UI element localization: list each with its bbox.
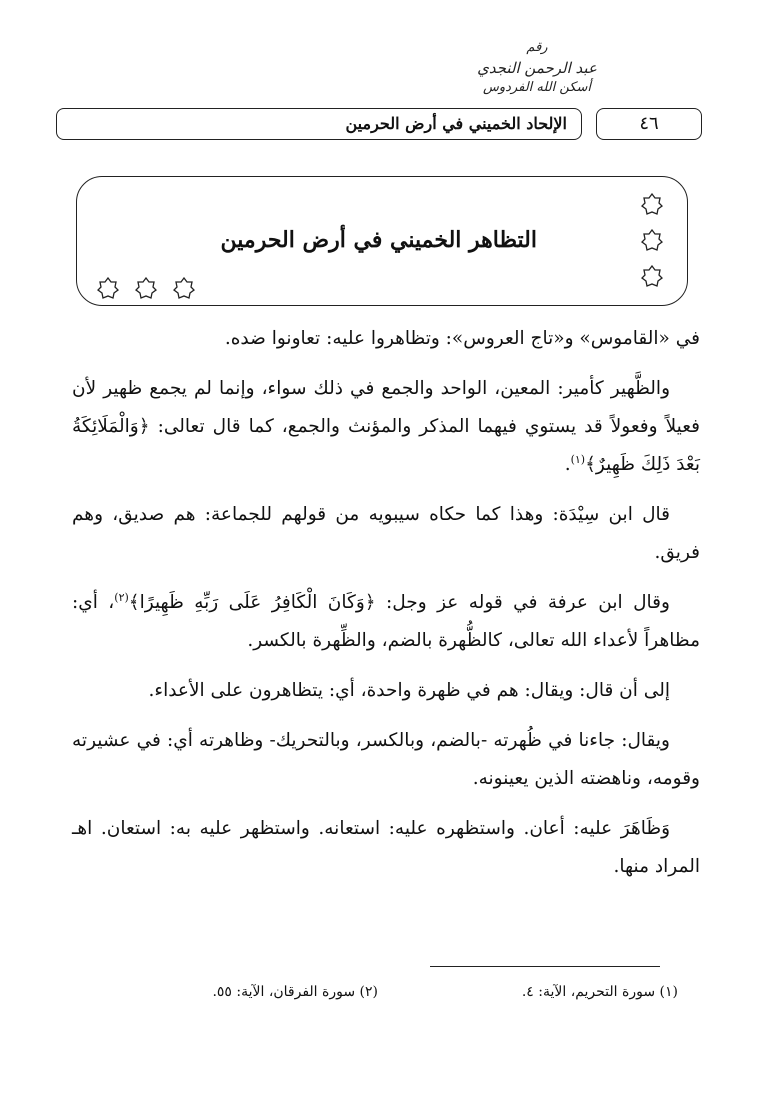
paragraph xyxy=(72,722,700,798)
page-header xyxy=(56,108,704,142)
paragraph xyxy=(72,496,700,572)
running-title: الإلحاد الخميني في أرض الحرمين xyxy=(345,114,567,133)
quran-verse: ﴿وَالْمَلَائِكَةُ بَعْدَ ذَلِكَ ظَهِيرٌ﴾ xyxy=(72,416,700,475)
footnote-2: (٢) سورة الفرقان، الآية: ٥٥. xyxy=(212,984,378,1000)
paragraph-text: إلى أن قال: ويقال: هم في ظهرة واحدة، أي: يتظاهرون على الأعداء. xyxy=(148,680,670,701)
paragraph-text: والظَّهير كأمير: المعين، الواحد والجمع في ذلك سواء، وإنما لم يجمع ظهير لأن فعيلاً وفعولاً قد يستوي فيهما المذكر والمؤنث والجمع، كما قال تعالى: xyxy=(72,378,700,437)
paragraph xyxy=(72,672,700,710)
quran-verse: ﴿وَكَانَ الْكَافِرُ عَلَى رَبِّهِ ظَهِيرًا﴾ xyxy=(128,592,376,613)
page-number-box xyxy=(596,108,702,140)
paragraph: والظَّهير كأمير: المعين، الواحد والجمع في ذلك سواء، وإنما لم يجمع ظهير لأن فعيلاً وفعولاً قد يستوي فيهما المذكر والمؤنث والجمع، كما قال تعالى: ﴿وَالْمَلَائِكَةُ بَعْدَ ذَلِكَ ظَهِيرٌ﴾$^{(١)}$. xyxy=(72,378,700,475)
ornament-icon xyxy=(135,277,157,299)
handwritten-stamp xyxy=(462,38,612,106)
paragraph-text: قال ابن سِيْدَة: وهذا كما حكاه سيبويه من قولهم للجماعة: هم صديق، وهم فريق. xyxy=(72,504,700,563)
ornament-icon xyxy=(173,277,195,299)
section-title: التظاهر الخميني في أرض الحرمين xyxy=(220,227,537,253)
ornament-icon xyxy=(97,277,119,299)
page-number: ٤٦ xyxy=(639,113,659,134)
running-title-box xyxy=(56,108,582,140)
paragraph-text: في «القاموس» و«تاج العروس»: وتظاهروا عليه: تعاونوا ضده. xyxy=(224,328,700,349)
stamp-line-1: رقم xyxy=(526,40,548,55)
ornament-icon xyxy=(641,229,663,251)
paragraph xyxy=(72,810,700,886)
footnote-divider xyxy=(430,966,660,967)
ornament-icon xyxy=(641,193,663,215)
section-title-frame xyxy=(76,176,688,306)
paragraph-text: وَظَاهَرَ عليه: أعان. واستظهره عليه: استعانه. واستظهر عليه به: استعان. اهـ المراد منها. xyxy=(72,818,700,877)
paragraph-text: ويقال: جاءنا في ظُهرته -بالضم، وبالكسر، وبالتحريك- وظاهرته أي: في عشيرته وقومه، وناهضته الذين يعينونه. xyxy=(72,730,700,789)
body-text xyxy=(72,320,700,898)
footnote-1: (١) سورة التحريم، الآية: ٤. xyxy=(521,984,678,1000)
paragraph xyxy=(72,320,700,358)
ornament-icon xyxy=(641,265,663,287)
stamp-line-2: عبد الرحمن النجدي xyxy=(477,59,597,77)
footnote-ref: (١) xyxy=(570,452,586,466)
paragraph-text: وقال ابن عرفة في قوله عز وجل: xyxy=(386,592,670,613)
paragraph xyxy=(72,584,700,660)
stamp-line-3: أسكن الله الفردوس xyxy=(483,80,591,95)
paragraph-text: ، أي: مظاهراً لأعداء الله تعالى، كالظُّهرة بالضم، والظِّهرة بالكسر. xyxy=(72,592,700,651)
footnote-ref: (٢) xyxy=(114,590,129,604)
